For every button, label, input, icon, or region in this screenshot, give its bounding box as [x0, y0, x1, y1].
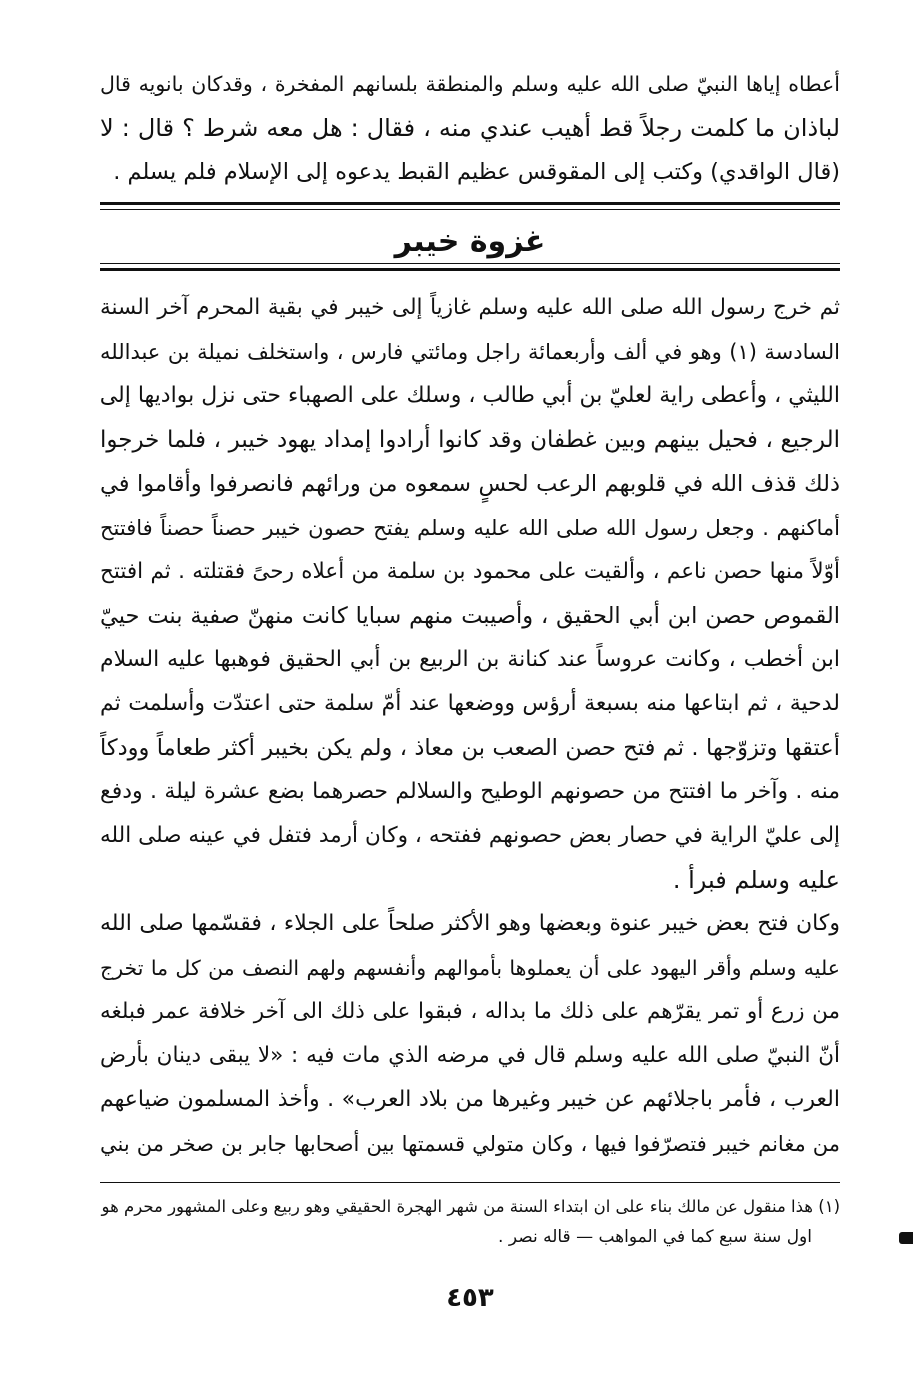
- heading-rule-bottom-thin: [100, 263, 840, 264]
- footnote-separator: [100, 1182, 840, 1183]
- paragraph-1: [100, 286, 840, 902]
- footnote: [100, 1192, 840, 1252]
- heading-rule-bottom-thick: [100, 268, 840, 271]
- footnote-line: اول سنة سبع كما في المواهب — قاله نصر .: [498, 1227, 812, 1247]
- text-line: الرجيع ، فحيل بينهم وبين غطفان وقد كانوا أرادوا إمداد يهود خيبر ، فلما خرجوا: [100, 427, 840, 453]
- page-number: ٤٥٣: [446, 1283, 494, 1313]
- text-line: وكان فتح بعض خيبر عنوة وبعضها وهو الأكثر صلحاً على الجلاء ، فقسّمها صلى الله: [100, 911, 840, 936]
- text-line: إلى عليّ الراية في حصار بعض حصونهم ففتحه ، وكان أرمد فتفل في عينه صلى الله: [100, 823, 840, 848]
- scan-edge-mark: [899, 1232, 913, 1244]
- text-line: ذلك قذف الله في قلوبهم الرعب لحسٍ سمعوه من ورائهم فانصرفوا وأقاموا في: [100, 471, 840, 497]
- text-line: عليه وسلم فبرأ .: [672, 866, 840, 894]
- heading-rule-top-thin: [100, 209, 840, 210]
- heading-rule-top-thick: [100, 202, 840, 205]
- text-line: من زرع أو تمر يقرّهم على ذلك ما بداله ، فبقوا على ذلك الى آخر خلافة عمر فبلغه: [100, 999, 840, 1024]
- text-line: (قال الواقدي) وكتب إلى المقوقس عظيم القبط يدعوه إلى الإسلام فلم يسلم .: [113, 159, 840, 185]
- text-line: أعطاه إياها النبيّ صلى الله عليه وسلم والمنطقة بلسانهم المفخرة ، وقدكان بانويه قال: [100, 72, 840, 96]
- text-line: العرب ، فأمر باجلائهم عن خيبر وغيرها من بلاد العرب» . وأخذ المسلمون ضياعهم: [100, 1087, 840, 1112]
- text-line: لدحية ، ثم ابتاعها منه بسبعة أرؤس ووضعها عند أمّ سلمة حتى اعتدّت وأسلمت ثم: [100, 691, 840, 716]
- section-title: غزوة خيبر: [394, 224, 546, 259]
- text-line: أوّلاً منها حصن ناعم ، وألقيت على محمود بن سلمة من أعلاه رحىً فقتلته . ثم افتتح: [100, 559, 840, 584]
- text-line: ابن أخطب ، وكانت عروساً عند كنانة بن الربيع بن أبي الحقيق فوهبها عليه السلام: [100, 647, 840, 672]
- text-line: أعتقها وتزوّجها . ثم فتح حصن الصعب بن معاذ ، ولم يكن بخيبر أكثر طعاماً وودكاً: [100, 735, 840, 761]
- text-line: أنّ النبيّ صلى الله عليه وسلم قال في مرضه الذي مات فيه : «لا يبقى دينان بأرض: [100, 1043, 840, 1068]
- paragraph-2: [100, 902, 840, 1166]
- text-line: القموص حصن ابن أبي الحقيق ، وأصيبت منهم سبايا كانت منهنّ صفية بنت حييّ: [100, 603, 840, 629]
- text-line: منه . وآخر ما افتتح من حصونهم الوطيح والسلالم حصرهما بضع عشرة ليلة . ودفع: [100, 779, 840, 804]
- text-line: من مغانم خيبر فتصرّفوا فيها ، وكان متولي قسمتها بين أصحابها جابر بن صخر من بني: [100, 1132, 840, 1156]
- text-line: الليثي ، وأعطى راية لعليّ بن أبي طالب ، وسلك على الصهباء حتى نزل بواديها إلى: [100, 383, 840, 408]
- text-line: ثم خرج رسول الله صلى الله عليه وسلم غازياً إلى خيبر في بقية المحرم آخر السنة: [100, 295, 840, 320]
- text-line: السادسة (١) وهو في ألف وأربعمائة راجل ومائتي فارس ، واستخلف نميلة بن عبدالله: [100, 340, 840, 364]
- top-paragraph: [100, 62, 840, 194]
- text-line: عليه وسلم وأقر اليهود على أن يعملوها بأموالهم وأنفسهم ولهم النصف من كل ما تخرج: [100, 956, 840, 980]
- text-line: أماكنهم . وجعل رسول الله صلى الله عليه وسلم يفتح حصون خيبر حصناً حصناً فافتتح: [100, 516, 840, 540]
- text-line: لباذان ما كلمت رجلاً قط أهيب عندي منه ، فقال : هل معه شرط ؟ قال : لا: [100, 114, 840, 142]
- footnote-line: (١) هذا منقول عن مالك بناء على ان ابتداء السنة من شهر الهجرة الحقيقي وهو ربيع وعلى المشهور محرم هو: [101, 1197, 840, 1216]
